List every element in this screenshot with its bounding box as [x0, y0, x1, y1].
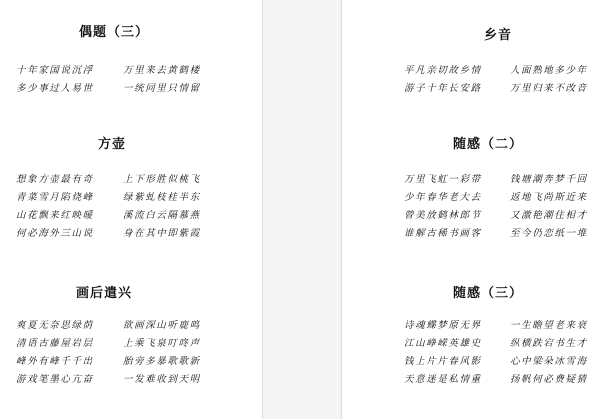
poem-line: 平凡亲切故乡情 [404, 65, 482, 76]
poem-line: 万里飞虹一彩带 [404, 174, 482, 185]
poem-line: 扬帆何必费疑猜 [510, 374, 588, 385]
poem-line: 诗魂蝶梦原无界 [404, 320, 482, 331]
poem-line: 绿紫虬枝桂半东 [123, 192, 201, 203]
poem-line: 纵横跌宕书生才 [510, 338, 588, 349]
poem-line: 返地飞尚斯近来 [510, 192, 588, 203]
poem-title: 随感（二） [453, 137, 524, 152]
poem-line: 钱上片片春风影 [404, 356, 482, 367]
poem-line: 欲画深山听鹿鸣 [123, 320, 201, 331]
poem-title: 偶题（三） [79, 25, 150, 40]
poem-line: 万里归来不改音 [510, 83, 588, 94]
poem-line: 爽夏无奈思绿荫 [16, 320, 94, 331]
poem-line: 青菜雪月陷烧峰 [16, 192, 94, 203]
poem-line: 万里来去黄鹤楼 [123, 65, 201, 76]
poem-title: 乡音 [484, 28, 513, 43]
poem-line: 游戏笔墨心亢奋 [16, 374, 94, 385]
poem-line: 至今仍恋纸一堆 [510, 228, 588, 239]
poem-line: 钱塘潮奔梦千回 [510, 174, 588, 185]
poem-title: 方壶 [98, 137, 127, 152]
poem-line: 曾美放鹤林郎节 [404, 210, 482, 221]
poem-line: 江山峥嵘英雄史 [404, 338, 482, 349]
page-gutter [263, 0, 340, 419]
poem-line: 多少事过人易世 [16, 83, 94, 94]
poem-line: 又激艳潮住相才 [510, 210, 588, 221]
poem-line: 想象方壶最有奇 [16, 174, 94, 185]
poem-title: 随感（三） [453, 286, 524, 301]
poem-line: 天意迷是私情重 [404, 374, 482, 385]
poem-line: 胎旁多暴歌歌新 [123, 356, 201, 367]
poem-line: 一生瞻望老来衰 [510, 320, 588, 331]
poem-line: 峰外有峰千千出 [16, 356, 94, 367]
poem-line: 何必海外三山说 [16, 228, 94, 239]
poem-line: 清语古藤屋岩层 [16, 338, 94, 349]
poem-line: 山花飘来红映暖 [16, 210, 94, 221]
poem-line: 上乘飞泉叮咚声 [123, 338, 201, 349]
poem-line: 溪流白云隔慕燕 [123, 210, 201, 221]
poem-line: 一统同里只情留 [123, 83, 201, 94]
poem-line: 身在其中即紫霞 [123, 228, 201, 239]
poem-line: 十年家国说沉浮 [16, 65, 94, 76]
poem-line: 人面熟地多少年 [510, 65, 588, 76]
poem-line: 一发难收到天明 [123, 374, 201, 385]
poem-title: 画后遣兴 [76, 286, 133, 301]
poem-line: 心中梁朵冰雪海 [510, 356, 588, 367]
poem-line: 上下形胜似桃飞 [123, 174, 201, 185]
poem-line: 少年春华老大去 [404, 192, 482, 203]
poem-line: 谁解古稀书画客 [404, 228, 482, 239]
poem-line: 游子十年长安路 [404, 83, 482, 94]
